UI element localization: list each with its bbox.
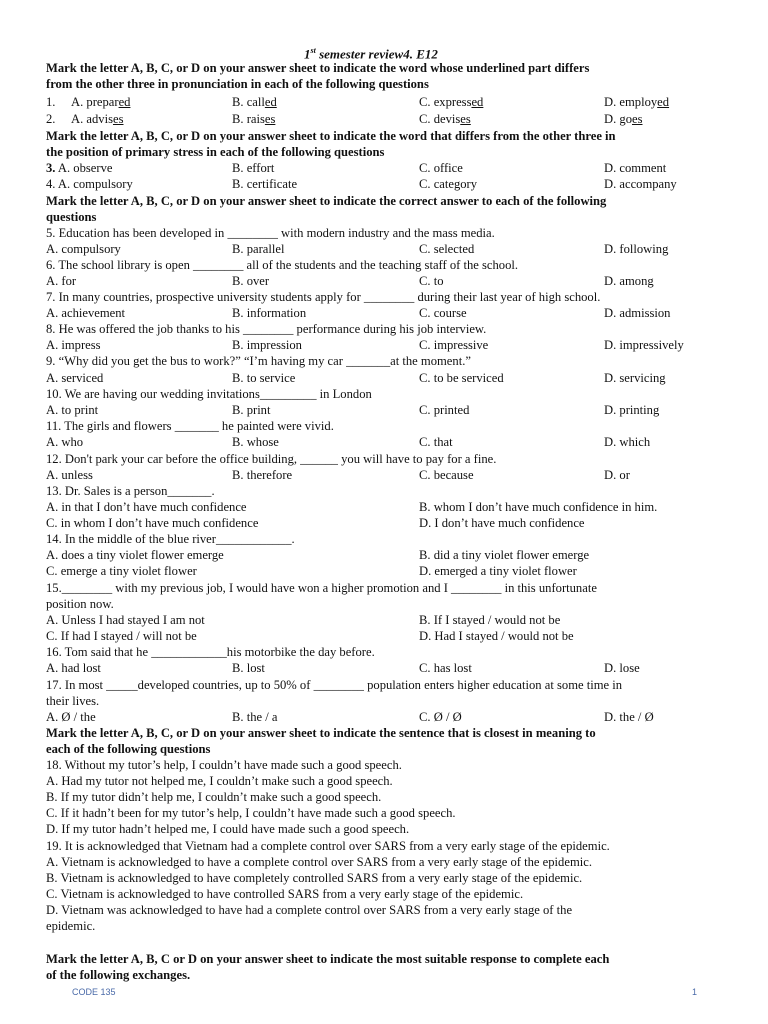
section-heading-response: Mark the letter A, B, C or D on your answer sheet to indicate the most suitable response to complete each [46,952,610,966]
option-d: D. goes [604,112,643,126]
option-d: D. If my tutor hadn’t helped me, I could have made such a good speech. [46,822,410,836]
option-b: B. If my tutor didn’t help me, I couldn’t make such a good speech. [46,790,382,804]
page-title: 1st semester review4. E12 [304,46,438,62]
section-heading-closest: Mark the letter A, B, C, or D on your answer sheet to indicate the sentence that is closest in meaning to [46,726,596,740]
option-c: C. has lost [419,661,472,675]
option-c: C. If it hadn’t been for my tutor’s help, I couldn’t have made such a good speech. [46,806,456,820]
option-b: B. information [232,306,307,320]
question-stem-cont: position now. [46,597,114,611]
option-b: B. parallel [232,242,285,256]
option-c: C. devises [419,112,471,126]
question-stem: 12. Don't park your car before the office building, ______ you will have to pay for a fine. [46,452,497,466]
option-a: A. to print [46,403,99,417]
option-c: C. Vietnam is acknowledged to have controlled SARS from a very early stage of the epidemic. [46,887,524,901]
section-heading-closest-cont: each of the following questions [46,742,211,756]
question-stem: 7. In many countries, prospective university students apply for ________ during their last year of high school. [46,290,601,304]
section-heading-pronunciation-cont: from the other three in pronunciation in each of the following questions [46,77,429,91]
option-a: A. prepared [71,95,131,109]
question-stem: 10. We are having our wedding invitations_________ in London [46,387,372,401]
option-a: 3. A. observe [46,161,113,175]
option-a: A. advises [71,112,124,126]
option-b: B. certificate [232,177,298,191]
option-a: A. impress [46,338,101,352]
option-b: B. effort [232,161,275,175]
section-heading-stress: Mark the letter A, B, C, or D on your answer sheet to indicate the word that differs from the other three in [46,129,616,143]
question-stem-cont: their lives. [46,694,100,708]
option-b: B. therefore [232,468,293,482]
option-c: C. emerge a tiny violet flower [46,564,197,578]
option-a: A. in that I don’t have much confidence [46,500,247,514]
option-b: B. If I stayed / would not be [419,613,561,627]
option-c: C. in whom I don’t have much confidence [46,516,259,530]
section-heading-response-cont: of the following exchanges. [46,968,191,982]
option-d: D. following [604,242,669,256]
question-stem: 11. The girls and flowers _______ he painted were vivid. [46,419,334,433]
option-c: C. impressive [419,338,489,352]
option-b: B. called [232,95,277,109]
option-b: B. over [232,274,270,288]
option-b: B. print [232,403,271,417]
page-number: 1 [692,987,698,997]
option-a: A. Unless I had stayed I am not [46,613,205,627]
question-stem: 9. “Why did you get the bus to work?” “I’m having my car _______at the moment.” [46,354,471,368]
option-d: D. servicing [604,371,666,385]
option-c: C. to [419,274,444,288]
option-c: C. that [419,435,453,449]
option-d: D. among [604,274,654,288]
option-b: B. impression [232,338,302,352]
question-stem: 13. Dr. Sales is a person_______. [46,484,215,498]
option-a: A. Vietnam is acknowledged to have a complete control over SARS from a very early stage of the epidemic. [46,855,592,869]
question-number: 2. [46,112,56,126]
section-heading-stress-cont: the position of primary stress in each of the following questions [46,145,385,159]
option-c: C. If had I stayed / will not be [46,629,197,643]
option-c: C. because [419,468,474,482]
option-b: B. raises [232,112,276,126]
section-heading-pronunciation: Mark the letter A, B, C, or D on your answer sheet to indicate the word whose underlined part differs [46,61,590,75]
option-d: D. or [604,468,630,482]
option-b: B. Vietnam is acknowledged to have completely controlled SARS from a very early stage of the epidemic. [46,871,583,885]
option-b: B. did a tiny violet flower emerge [419,548,590,562]
option-a: A. Had my tutor not helped me, I couldn’t make such a good speech. [46,774,393,788]
option-d: D. printing [604,403,660,417]
option-d: D. comment [604,161,667,175]
option-d: D. lose [604,661,640,675]
option-d-cont: epidemic. [46,919,96,933]
option-d: D. emerged a tiny violet flower [419,564,577,578]
option-d: D. the / Ø [604,710,654,724]
question-stem: 15.________ with my previous job, I would have won a higher promotion and I ________ in this unfortunate [46,581,597,595]
option-a: A. who [46,435,84,449]
footer-code: CODE 135 [72,987,116,997]
option-a: A. unless [46,468,93,482]
option-c: C. Ø / Ø [419,710,462,724]
question-stem: 14. In the middle of the blue river____________. [46,532,295,546]
option-c: C. category [419,177,478,191]
option-b: B. lost [232,661,265,675]
option-d: D. admission [604,306,671,320]
question-number: 1. [46,95,56,109]
question-stem: 19. It is acknowledged that Vietnam had a complete control over SARS from a very early stage of the epidemic. [46,839,610,853]
section-heading-correct: Mark the letter A, B, C, or D on your answer sheet to indicate the correct answer to each of the following [46,194,607,208]
question-stem: 16. Tom said that he ____________his motorbike the day before. [46,645,375,659]
option-c: C. course [419,306,467,320]
option-d: D. Vietnam was acknowledged to have had a complete control over SARS from a very early stage of the [46,903,573,917]
option-d: D. Had I stayed / would not be [419,629,574,643]
option-d: D. impressively [604,338,684,352]
option-a: A. achievement [46,306,126,320]
option-a: A. serviced [46,371,104,385]
option-c: C. office [419,161,463,175]
question-stem: 8. He was offered the job thanks to his ________ performance during his job interview. [46,322,487,336]
question-stem: 18. Without my tutor’s help, I couldn’t have made such a good speech. [46,758,402,772]
option-c: C. to be serviced [419,371,504,385]
option-d: D. accompany [604,177,677,191]
option-b: B. to service [232,371,296,385]
option-b: B. whose [232,435,279,449]
option-a: A. for [46,274,77,288]
option-a: A. compulsory [46,242,121,256]
section-heading-correct-cont: questions [46,210,97,224]
option-c: C. selected [419,242,475,256]
option-c: C. expressed [419,95,484,109]
option-a: A. had lost [46,661,101,675]
option-d: D. which [604,435,651,449]
question-stem: 6. The school library is open ________ all of the students and the teaching staff of the school. [46,258,519,272]
option-a: A. does a tiny violet flower emerge [46,548,224,562]
option-b: B. whom I don’t have much confidence in him. [419,500,658,514]
option-a: 4. A. compulsory [46,177,133,191]
option-c: C. printed [419,403,470,417]
question-stem: 17. In most _____developed countries, up to 50% of ________ population enters higher education at some time in [46,678,623,692]
option-a: A. Ø / the [46,710,96,724]
option-d: D. I don’t have much confidence [419,516,585,530]
question-stem: 5. Education has been developed in ________ with modern industry and the mass media. [46,226,495,240]
option-b: B. the / a [232,710,278,724]
option-d: D. employed [604,95,670,109]
